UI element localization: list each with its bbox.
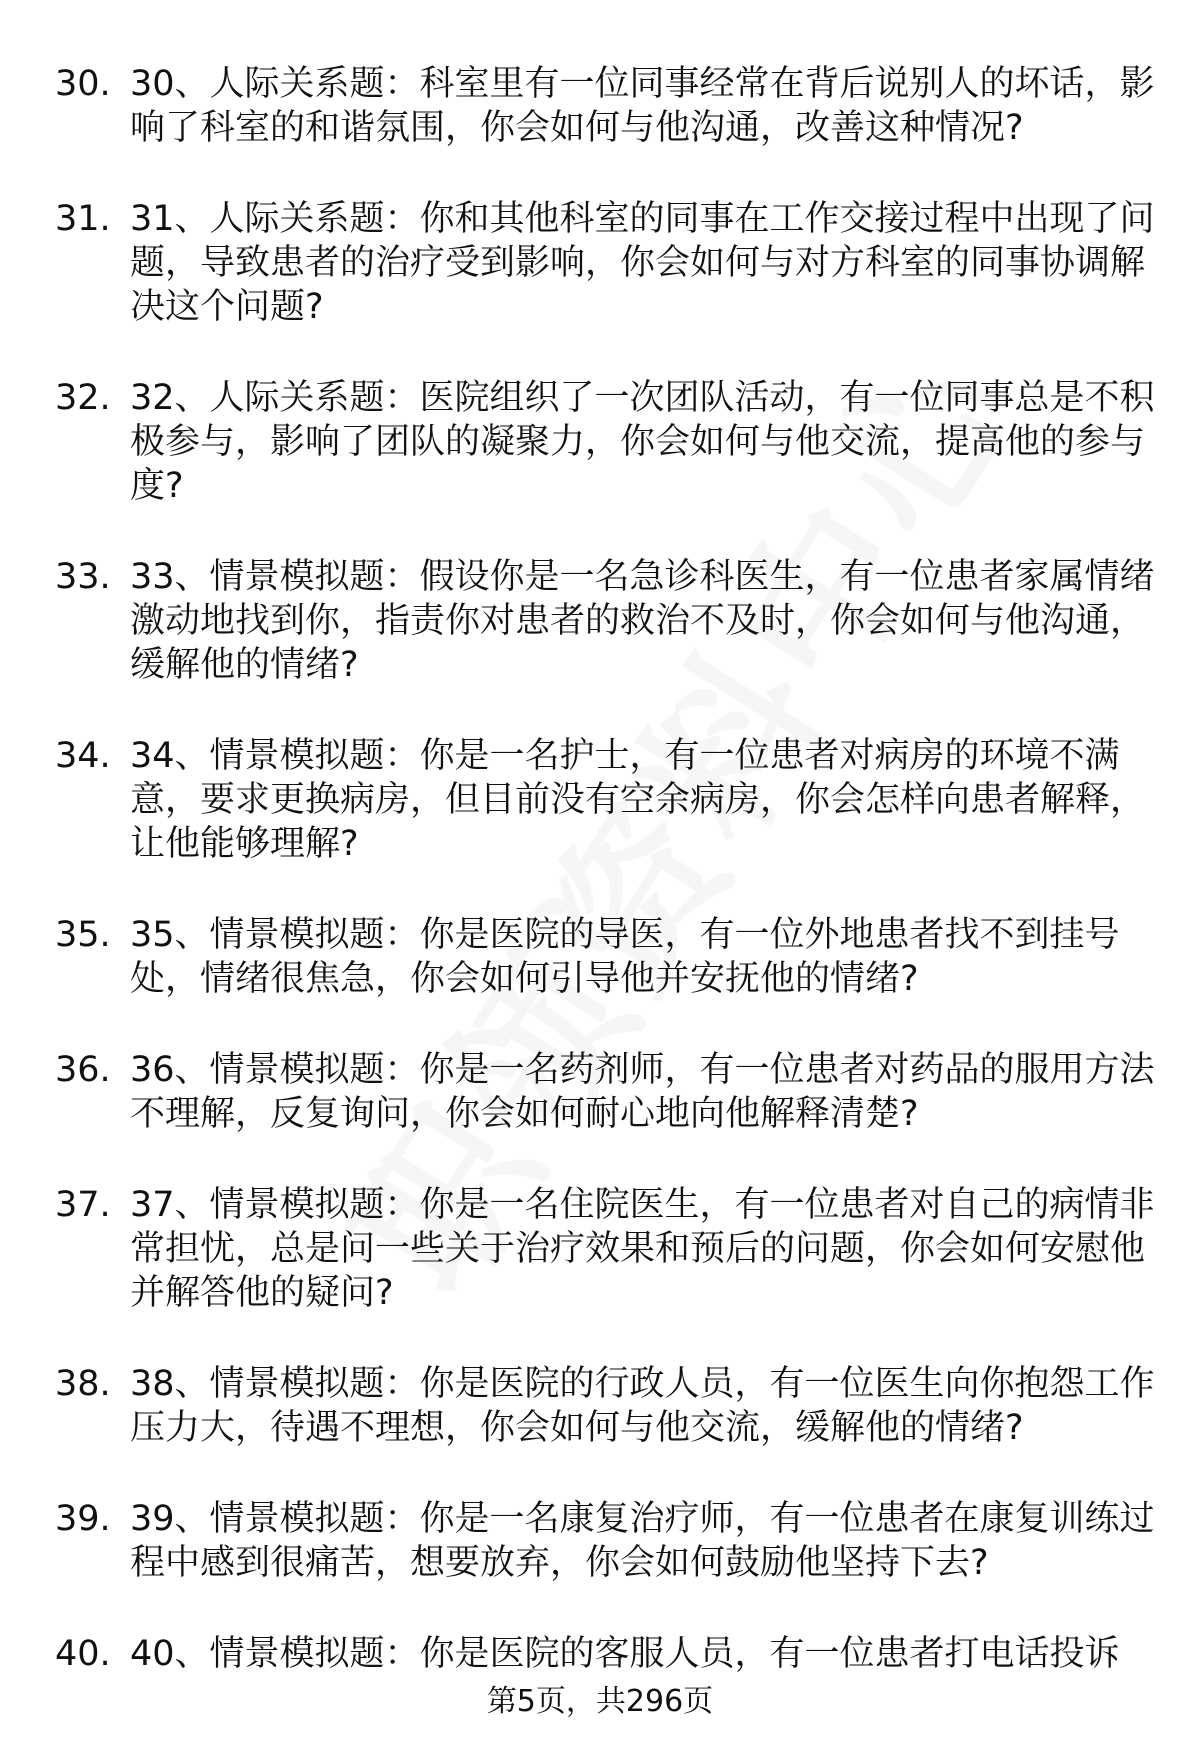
question-text: 33、情景模拟题：假设你是一名急诊科医生，有一位患者家属情绪激动地找到你，指责你对患者的救治不及时，你会如何与他沟通，缓解他的情绪? <box>130 557 1155 685</box>
page-footer: 第5页，共296页 <box>486 1684 714 1719</box>
question-item <box>0 913 1200 1001</box>
question-list <box>0 62 1200 1723</box>
question-text: 40、情景模拟题：你是医院的客服人员，有一位患者打电话投诉 <box>130 1634 1120 1674</box>
question-number: 39. <box>55 1499 111 1539</box>
question-text: 31、人际关系题：你和其他科室的同事在工作交接过程中出现了问题，导致患者的治疗受到影响，你会如何与对方科室的同事协调解决这个问题? <box>130 199 1155 327</box>
question-text: 35、情景模拟题：你是医院的导医，有一位外地患者找不到挂号处，情绪很焦急，你会如何引导他并安抚他的情绪? <box>130 915 1120 999</box>
question-number: 33. <box>55 557 111 597</box>
question-number: 32. <box>55 378 111 418</box>
question-item <box>0 1183 1200 1315</box>
question-text: 30、人际关系题：科室里有一位同事经常在背后说别人的坏话，影响了科室的和谐氛围，你会如何与他沟通，改善这种情况? <box>130 64 1155 148</box>
question-number: 40. <box>55 1634 111 1674</box>
question-number: 37. <box>55 1185 111 1225</box>
question-text: 39、情景模拟题：你是一名康复治疗师，有一位患者在康复训练过程中感到很痛苦，想要放弃，你会如何鼓励他坚持下去? <box>130 1499 1155 1583</box>
question-item <box>0 197 1200 329</box>
question-number: 31. <box>55 199 111 239</box>
question-text: 34、情景模拟题：你是一名护士，有一位患者对病房的环境不满意，要求更换病房，但目前没有空余病房，你会怎样向患者解释，让他能够理解? <box>130 736 1146 864</box>
question-number: 35. <box>55 915 111 955</box>
question-number: 38. <box>55 1364 111 1404</box>
question-number: 34. <box>55 736 111 776</box>
question-text: 36、情景模拟题：你是一名药剂师，有一位患者对药品的服用方法不理解，反复询问，你会如何耐心地向他解释清楚? <box>130 1050 1155 1134</box>
question-item <box>0 1632 1200 1676</box>
question-number: 30. <box>55 64 111 104</box>
question-text: 38、情景模拟题：你是医院的行政人员，有一位医生向你抱怨工作压力大，待遇不理想，你会如何与他交流，缓解他的情绪? <box>130 1364 1155 1448</box>
question-item <box>0 555 1200 687</box>
question-item <box>0 1497 1200 1585</box>
question-text: 37、情景模拟题：你是一名住院医生，有一位患者对自己的病情非常担忧，总是问一些关于治疗效果和预后的问题，你会如何安慰他并解答他的疑问? <box>130 1185 1155 1313</box>
question-item <box>0 734 1200 866</box>
question-number: 36. <box>55 1050 111 1090</box>
question-item <box>0 1362 1200 1450</box>
question-item <box>0 62 1200 150</box>
question-item <box>0 1048 1200 1136</box>
question-item <box>0 376 1200 508</box>
question-text: 32、人际关系题：医院组织了一次团队活动，有一位同事总是不积极参与，影响了团队的凝聚力，你会如何与他交流，提高他的参与度? <box>130 378 1155 506</box>
